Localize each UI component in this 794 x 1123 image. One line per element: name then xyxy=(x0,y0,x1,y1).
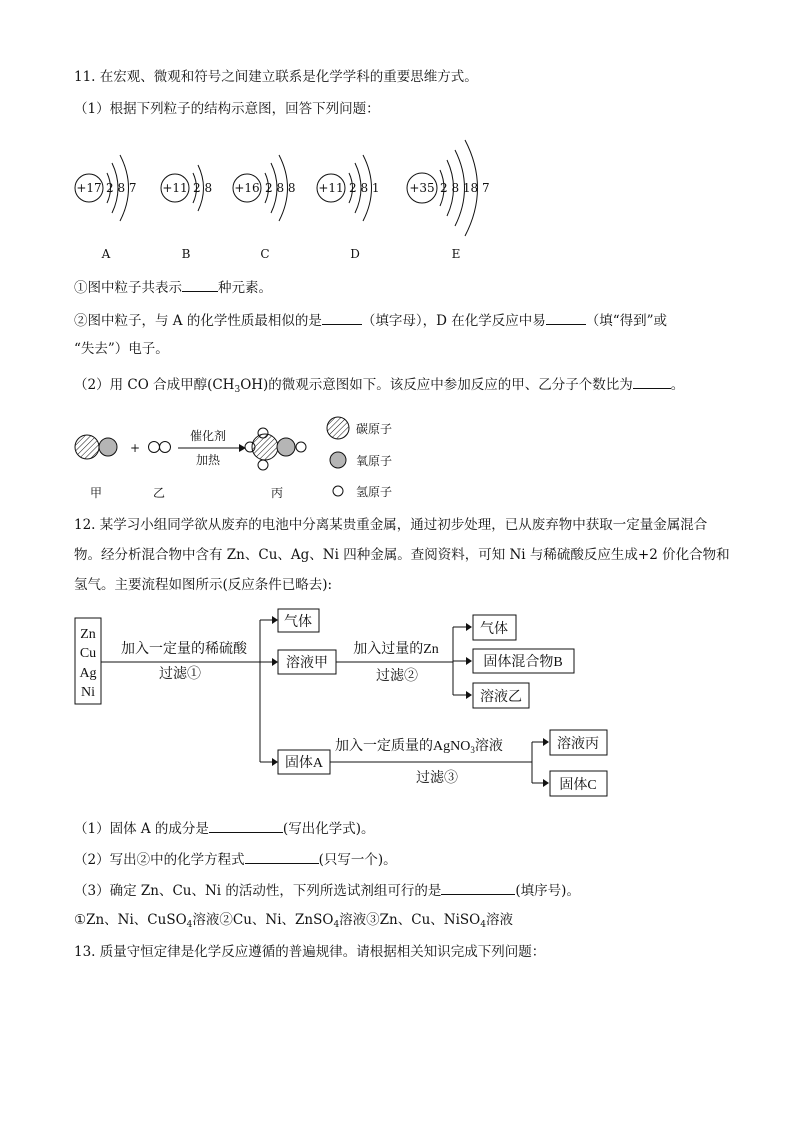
gas1-label: 气体 xyxy=(284,615,312,630)
label-bing: 丙 xyxy=(270,486,284,500)
answer-blank-4[interactable] xyxy=(633,374,671,389)
product-bing-molecule xyxy=(245,428,306,470)
particle-c-diagram xyxy=(233,155,296,261)
particle-a-shells: 2 8 7 xyxy=(106,181,137,195)
particle-b-nucleus: +11 xyxy=(162,181,188,195)
particle-d-nucleus: +11 xyxy=(318,181,344,195)
plus-sign: + xyxy=(129,441,141,455)
solid-a-label: 固体A xyxy=(284,756,324,771)
particle-a-label: A xyxy=(101,247,111,261)
solution-jia-label: 溶液甲 xyxy=(286,656,328,671)
particle-c-label: C xyxy=(260,247,270,261)
particle-e-nucleus: +35 xyxy=(409,181,435,195)
catalyst-label: 催化剂 xyxy=(189,429,227,443)
q11-part1: （1）根据下列粒子的结构示意图，回答下列问题： xyxy=(74,101,380,117)
particle-c-shells: 2 8 8 xyxy=(265,181,296,195)
q11-title: 11. 在宏观、微观和符号之间建立联系是化学学科的重要思维方式。 xyxy=(74,69,478,85)
solid-c-label: 固体C xyxy=(559,778,597,793)
legend-carbon: 碳原子 xyxy=(356,422,393,436)
particle-b-label: B xyxy=(181,247,191,261)
step3-reagent: 加入一定质量的AgNO$_3$溶液 xyxy=(335,739,503,755)
solution-yi-label: 溶液乙 xyxy=(480,690,522,705)
answer-blank-6[interactable] xyxy=(245,849,319,864)
solid-mix-b-label: 固体混合物B xyxy=(483,655,563,670)
hydrogen-legend-swatch xyxy=(333,486,343,496)
q12-sub3: （3）确定 Zn、Cu、Ni 的活动性，下列所选试剂组可行的是 (填序号)。 xyxy=(74,880,580,900)
legend xyxy=(327,417,392,499)
step1-filter: 过滤① xyxy=(159,667,201,682)
q11-sub2-cont: “失去”）电子。 xyxy=(74,341,169,357)
legend-oxygen: 氧原子 xyxy=(356,454,393,468)
answer-blank-2[interactable] xyxy=(322,310,362,325)
q12-line2: 物。经分析混合物中含有 Zn、Cu、Ag、Ni 四种金属。查阅资料，可知 Ni 与稀硫酸反应生成+2 价化合物和 xyxy=(74,547,730,563)
particle-a-diagram xyxy=(75,155,137,261)
q12-sub1: （1）固体 A 的成分是 (写出化学式)。 xyxy=(74,818,374,838)
q12-options: ①Zn、Ni、CuSO$_4$溶液②Cu、Ni、ZnSO$_4$溶液③Zn、Cu、NiSO$_4$溶液 xyxy=(74,912,513,930)
q12-line1: 12. 某学习小组同学欲从废弃的电池中分离某贵重金属，通过初步处理，已从废弃物中获取一定量金属混合 xyxy=(74,517,708,533)
particle-e-shells: 2 8 18 7 xyxy=(440,181,490,195)
metal-ni: Ni xyxy=(81,685,95,700)
reactant-jia-molecule xyxy=(75,435,117,459)
q12-sub2: （2）写出②中的化学方程式 (只写一个)。 xyxy=(74,849,397,869)
particle-d-diagram xyxy=(317,155,380,261)
q11-sub2: ②图中粒子，与 A 的化学性质最相似的是 （填字母），D 在化学反应中易 （填“得到”或 xyxy=(74,310,667,330)
particle-d-label: D xyxy=(350,247,360,261)
step2-filter: 过滤② xyxy=(376,669,418,684)
metal-zn: Zn xyxy=(80,627,96,642)
gas2-label: 气体 xyxy=(480,622,508,637)
reactant-yi-molecule xyxy=(149,442,171,453)
heat-label: 加热 xyxy=(195,453,221,467)
step1-reagent: 加入一定量的稀硫酸 xyxy=(121,642,247,657)
particle-e-label: E xyxy=(451,247,461,261)
particle-e-diagram xyxy=(407,140,490,261)
q11-sub1: ①图中粒子共表示 种元素。 xyxy=(74,277,272,297)
step3-filter: 过滤③ xyxy=(416,771,458,786)
particle-c-nucleus: +16 xyxy=(234,181,260,195)
label-yi: 乙 xyxy=(152,486,166,500)
metal-ag: Ag xyxy=(79,666,97,681)
particle-a-nucleus: +17 xyxy=(76,181,102,195)
q13-title: 13. 质量守恒定律是化学反应遵循的普遍规律。请根据相关知识完成下列问题： xyxy=(74,944,546,960)
q12-line3: 氢气。主要流程如图所示(反应条件已略去): xyxy=(74,577,333,593)
metal-cu: Cu xyxy=(79,646,97,661)
label-jia: 甲 xyxy=(89,486,103,500)
solution-bing-label: 溶液丙 xyxy=(557,737,599,752)
particle-b-shells: 2 8 xyxy=(193,181,213,195)
particle-d-shells: 2 8 1 xyxy=(349,181,380,195)
oxygen-legend-swatch xyxy=(330,452,346,468)
carbon-legend-swatch xyxy=(327,417,349,439)
answer-blank-3[interactable] xyxy=(546,310,586,325)
legend-hydrogen: 氢原子 xyxy=(356,485,393,499)
answer-blank-7[interactable] xyxy=(441,880,515,895)
answer-blank-1[interactable] xyxy=(182,277,218,292)
particle-b-diagram xyxy=(161,165,212,261)
answer-blank-5[interactable] xyxy=(209,818,283,833)
step2-reagent: 加入过量的Zn xyxy=(353,642,439,657)
q11-part2: （2）用 CO 合成甲醇$(CH_3OH)$的微观示意图如下。该反应中参加反应的甲、乙分子个数比为 。 xyxy=(74,374,684,399)
flowchart xyxy=(75,609,607,796)
